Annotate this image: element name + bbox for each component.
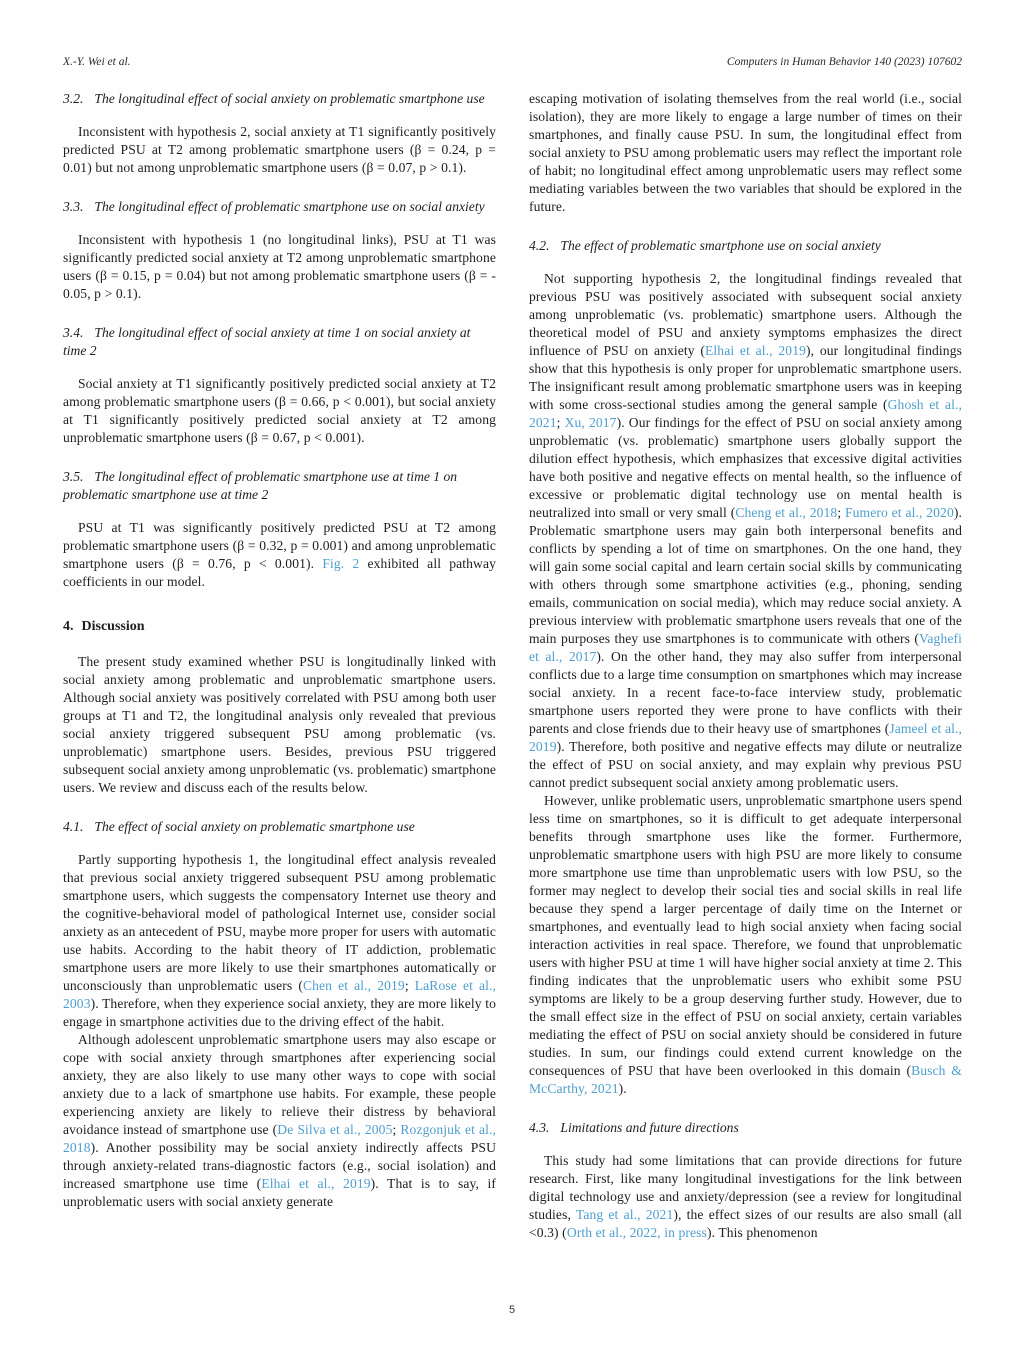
heading-title: The longitudinal effect of social anxiety on problematic smartphone use [94, 91, 485, 106]
paragraph-text: Inconsistent with hypothesis 2, social anxiety at T1 significantly positively predicted PSU at T2 among problematic smartphone users (β = 0.24, p = 0.01) but not among unproblematic smartphone users (β = 0.07, p > 0.1). [63, 124, 496, 175]
paragraph-text: ; [837, 505, 845, 520]
body-paragraph [63, 851, 496, 1031]
paragraph-text: Although adolescent unproblematic smartphone users may also escape or cope with social anxiety through smartphones after experiencing social anxiety, they are also likely to use many other ways to cope with social anxiety due to a lack of smartphone use habits. For example, these people experiencing anxiety are likely to relieve their distress by behavioral avoidance instead of smartphone use ( [63, 1032, 496, 1137]
paragraph-text: Not supporting hypothesis 2, the longitudinal findings revealed that previous PSU was positively associated with subsequent social anxiety among unproblematic (vs. problematic) smartphone users. Although the theoretical model of PSU and anxiety symptoms emphasizes the direct influence of PSU on anxiety ( [529, 271, 962, 358]
paragraph-text: ), our longitudinal findings show that this hypothesis is only proper for unproblematic smartphone users. The insignificant result among problematic smartphone users was in keeping with some cross-sectional studies among the general sample ( [529, 343, 962, 412]
paragraph-text: ). That is to say, if unproblematic users with social anxiety generate [63, 1176, 496, 1209]
paragraph-text: ). This phenomenon [706, 1225, 818, 1240]
paragraph-text: escaping motivation of isolating themselves from the real world (i.e., social isolation), they are more likely to engage a large number of times on their smartphones, and finally cause PSU. In sum, the longitudinal effect from social anxiety to PSU among problematic users may reflect the important role of habit; no longitudinal effect among unproblematic users may reflect some mediating variables between the two variables that should be explored in the future. [529, 91, 962, 214]
page-number: 5 [508, 1304, 516, 1316]
body-paragraph [63, 375, 496, 447]
citation-link[interactable]: Xu, 2017 [564, 415, 617, 430]
subsection-heading [63, 818, 496, 836]
citation-link[interactable]: Vaghefi et al., 2017 [529, 631, 962, 664]
right-column [529, 90, 962, 1242]
heading-number: 4. [63, 619, 74, 634]
paragraph-text: ). [618, 1081, 627, 1096]
paragraph-text: ), the effect sizes of our results are also small (all <0.3) ( [529, 1207, 962, 1240]
heading-number: 3.3. [63, 199, 84, 214]
heading-title: The longitudinal effect of problematic smartphone use at time 1 on problematic smartphone use at time 2 [63, 469, 458, 502]
paragraph-text: ). Therefore, when they experience social anxiety, they are more likely to engage in smartphone activities due to the driving effect of the habit. [63, 996, 496, 1029]
heading-number: 4.1. [63, 819, 84, 834]
page-footer [0, 1304, 1024, 1316]
running-author: X.-Y. Wei et al. [63, 56, 131, 68]
body-paragraph [63, 231, 496, 303]
citation-link[interactable]: De Silva et al., 2005 [277, 1122, 393, 1137]
body-paragraph [529, 792, 962, 1098]
paragraph-text: ). Our findings for the effect of PSU on social anxiety among unproblematic (vs. problematic) smartphone users globally support the dilution effect hypothesis, which emphasizes that excessive digital activities have both positive and negative effects on mental health, so the influence of excessive or problematic digital technology use on mental health is neutralized into small or very small ( [529, 415, 962, 520]
heading-number: 3.2. [63, 91, 84, 106]
citation-link[interactable]: Jameel et al., 2019 [529, 721, 962, 754]
paragraph-text: exhibited all pathway coefficients in our model. [63, 556, 497, 589]
body-paragraph [63, 123, 496, 177]
heading-number: 3.4. [63, 325, 84, 340]
citation-link[interactable]: Elhai et al., 2019 [705, 343, 806, 358]
citation-link[interactable]: Ghosh et al., 2021 [529, 397, 962, 430]
heading-title: The longitudinal effect of social anxiety at time 1 on social anxiety at time 2 [63, 325, 471, 358]
citation-link[interactable]: Orth et al., 2022, in press [566, 1225, 707, 1240]
paragraph-text: Partly supporting hypothesis 1, the longitudinal effect analysis revealed that previous social anxiety triggered subsequent PSU among problematic smartphone users, which suggests the compensatory Internet use theory and the cognitive-behavioral model of pathological Internet use, consider social anxiety as an antecedent of PSU, maybe more proper for users with automatic use habits. According to the habit theory of IT addiction, problematic smartphone users are more likely to use their smartphones automatically or unconsciously than unproblematic users ( [63, 852, 496, 993]
two-column-body [63, 90, 962, 1242]
heading-title: Limitations and future directions [560, 1120, 739, 1135]
heading-number: 3.5. [63, 469, 84, 484]
heading-number: 4.3. [529, 1120, 550, 1135]
paragraph-text: ). On the other hand, they may also suffer from interpersonal conflicts due to a large time consumption on smartphones which may increase social anxiety. In a recent face-to-face interview study, problematic smartphone users reported they were prone to have conflicts with their parents and close friends due to their heavy use of smartphones ( [529, 649, 963, 736]
citation-link[interactable]: Cheng et al., 2018 [735, 505, 838, 520]
subsection-heading [63, 468, 496, 504]
paragraph-text: ; [404, 978, 415, 993]
citation-link[interactable]: Elhai et al., 2019 [261, 1176, 371, 1191]
paragraph-text: ). Another possibility may be social anxiety indirectly affects PSU through anxiety-related trans-diagnostic factors (e.g., social isolation) and increased smartphone use time ( [63, 1140, 496, 1191]
subsection-heading [63, 198, 496, 216]
heading-title: The effect of problematic smartphone use on social anxiety [560, 238, 881, 253]
page-header [63, 56, 962, 68]
subsection-heading [63, 324, 496, 360]
heading-title: The longitudinal effect of problematic smartphone use on social anxiety [94, 199, 485, 214]
heading-title: Discussion [81, 619, 145, 634]
paragraph-text: Inconsistent with hypothesis 1 (no longitudinal links), PSU at T1 was significantly predicted social anxiety at T2 among unproblematic smartphone users (β = 0.15, p = 0.04) but not among problematic smartphone users (β = - 0.05, p > 0.1). [63, 232, 496, 301]
paragraph-text: ; [392, 1122, 401, 1137]
paragraph-text: The present study examined whether PSU is longitudinally linked with social anxiety among problematic and unproblematic smartphone users. Although social anxiety was positively correlated with PSU among both user groups at T1 and T2, the longitudinal analysis only revealed that previous social anxiety triggered subsequent PSU among problematic (vs. unproblematic) smartphone users. Besides, previous PSU triggered subsequent social anxiety among unproblematic (vs. problematic) smartphone users. We review and discuss each of the results below. [63, 654, 496, 795]
citation-link[interactable]: Tang et al., 2021 [575, 1207, 674, 1222]
citation-link[interactable]: Rozgonjuk et al., 2018 [63, 1122, 496, 1155]
paragraph-text: PSU at T1 was significantly positively predicted PSU at T2 among problematic smartphone users (β = 0.32, p = 0.001) and among unproblematic smartphone users (β = 0.76, p < 0.001). [63, 520, 496, 571]
citation-link[interactable]: LaRose et al., 2003 [63, 978, 497, 1011]
subsection-heading [63, 90, 496, 108]
left-column [63, 90, 496, 1242]
section-heading [63, 618, 496, 636]
running-journal: Computers in Human Behavior 140 (2023) 107602 [726, 56, 962, 68]
heading-number: 4.2. [529, 238, 550, 253]
paragraph-text: This study had some limitations that can provide directions for future research. First, like many longitudinal investigations for the link between digital technology use and anxiety/depression (see a review for longitudinal studies, [529, 1153, 962, 1222]
body-paragraph [529, 90, 962, 216]
body-paragraph [529, 1152, 962, 1242]
citation-link[interactable]: Fumero et al., 2020 [844, 505, 954, 520]
subsection-heading [529, 237, 962, 255]
body-paragraph [63, 653, 496, 797]
citation-link[interactable]: Fig. 2 [322, 556, 360, 571]
paragraph-text: However, unlike problematic users, unproblematic smartphone users spend less time on smartphones, so it is difficult to get adequate interpersonal benefits through smartphone uses like the former. Furthermore, unproblematic smartphone users with high PSU are more likely to consume more smartphone use time than unproblematic users with low PSU, so the former may neglect to develop their social ties and social skills in real life because they spend a larger percentage of daily time on the Internet or smartphones, and eventually lead to high social anxiety when facing social interaction activities in real space. Therefore, we found that unproblematic users with higher PSU at time 1 will have higher social anxiety at time 2. This finding indicates that the unproblematic users who exhibit some PSU symptoms are likely to be a group deserving further study. However, due to the small effect size in the effect of PSU on social anxiety, certain variables mediating the effect of PSU on social anxiety should be considered in future studies. In sum, our findings could extend current knowledge on the consequences of PSU that have been overlooked in this domain ( [529, 793, 962, 1078]
body-paragraph [63, 519, 496, 591]
paragraph-text: ). Problematic smartphone users may gain both interpersonal benefits and conflicts by spending a lot of time on smartphones. On the one hand, they will gain some social capital and learn certain social skills by communicating with others through some smartphone activities (e.g., phoning, sending emails, communication on social media), which may reduce social anxiety. A previous interview with problematic smartphone users reveals that one of the main purposes they use smartphones is to communicate with others ( [529, 505, 962, 646]
body-paragraph [529, 270, 962, 792]
paragraph-text: Social anxiety at T1 significantly positively predicted social anxiety at T2 among problematic smartphone users (β = 0.66, p < 0.001), but social anxiety at T1 significantly positively predicted social anxiety at T2 among unproblematic smartphone users (β = 0.67, p < 0.001). [63, 376, 496, 445]
citation-link[interactable]: Busch & McCarthy, 2021 [529, 1063, 962, 1096]
subsection-heading [529, 1119, 962, 1137]
heading-title: The effect of social anxiety on problematic smartphone use [94, 819, 415, 834]
paragraph-text: ). Therefore, both positive and negative effects may dilute or neutralize the effect of PSU on social anxiety, and may explain why previous PSU cannot predict subsequent social anxiety among problematic users. [529, 739, 962, 790]
body-paragraph [63, 1031, 496, 1211]
citation-link[interactable]: Chen et al., 2019 [302, 978, 405, 993]
paragraph-text: ; [556, 415, 565, 430]
